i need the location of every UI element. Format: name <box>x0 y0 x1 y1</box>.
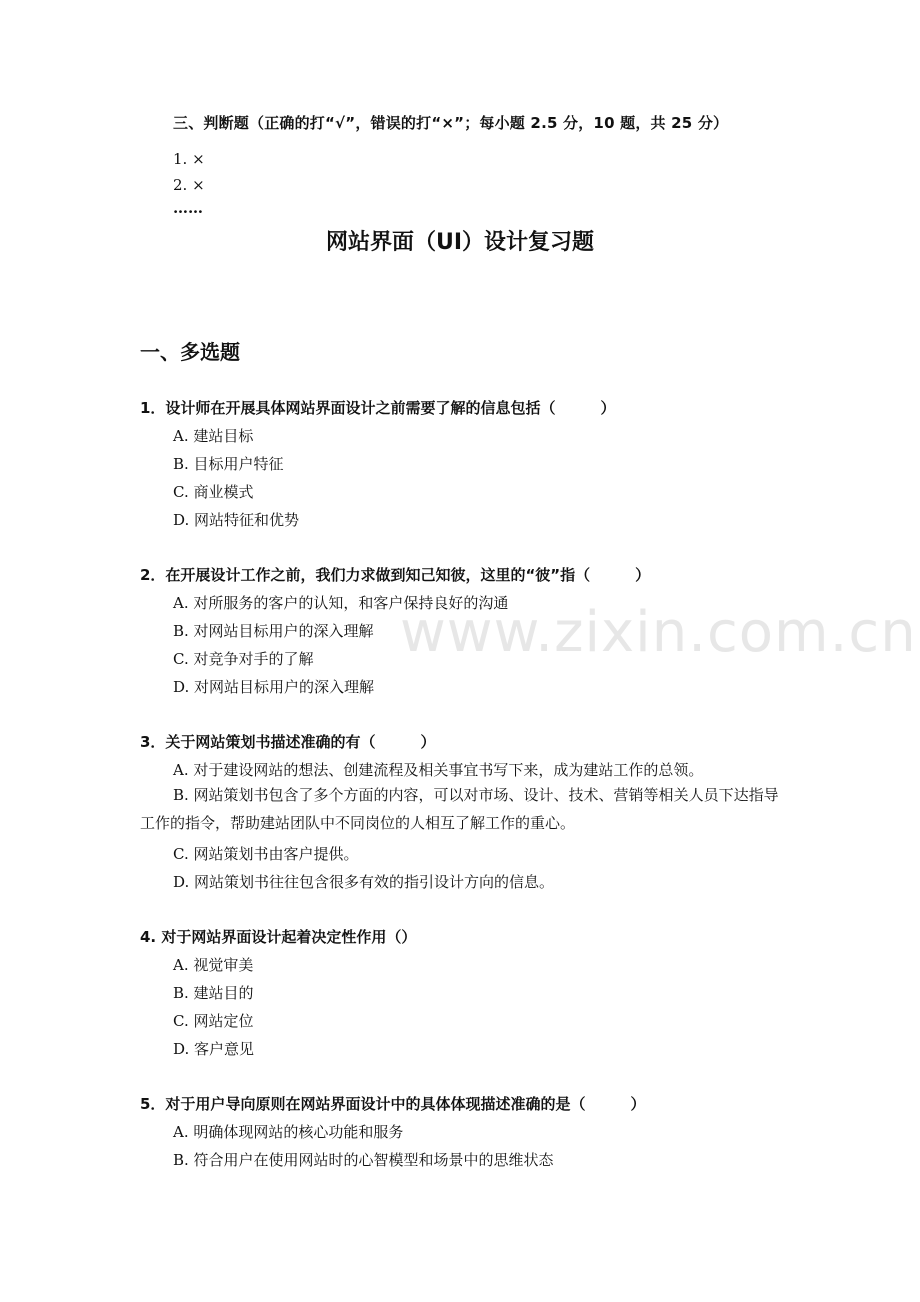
ellipsis: …… <box>173 199 203 217</box>
judgement-answer: 1. × <box>173 150 205 168</box>
question-stem: 1．设计师在开展具体网站界面设计之前需要了解的信息包括（ ） <box>140 399 616 417</box>
judgement-answer: 2. × <box>173 176 205 194</box>
option: C. 网站定位 <box>173 1012 254 1030</box>
question-stem: 3．关于网站策划书描述准确的有（ ） <box>140 733 436 751</box>
question-stem: 4. 对于网站界面设计起着决定性作用（） <box>140 928 417 946</box>
option: C. 商业模式 <box>173 483 254 501</box>
option: A. 对所服务的客户的认知，和客户保持良好的沟通 <box>173 594 509 612</box>
option: A. 对于建设网站的想法、创建流程及相关事宜书写下来，成为建站工作的总领。 <box>173 761 704 779</box>
option: A. 视觉审美 <box>173 956 254 974</box>
option: D. 对网站目标用户的深入理解 <box>173 678 375 696</box>
option: D. 网站特征和优势 <box>173 511 300 529</box>
question-stem: 2．在开展设计工作之前，我们力求做到知己知彼，这里的“彼”指（ ） <box>140 566 651 584</box>
option: C. 网站策划书由客户提供。 <box>173 845 359 863</box>
question-stem: 5．对于用户导向原则在网站界面设计中的具体体现描述准确的是（ ） <box>140 1095 646 1113</box>
option: C. 对竞争对手的了解 <box>173 650 314 668</box>
option: D. 网站策划书往往包含很多有效的指引设计方向的信息。 <box>173 873 555 891</box>
watermark: www.zixin.com.cn <box>400 600 917 665</box>
option: B. 符合用户在使用网站时的心智模型和场景中的思维状态 <box>173 1151 554 1169</box>
section-heading: 一、多选题 <box>140 340 240 364</box>
judgement-header: 三、判断题（正确的打“√”，错误的打“×”；每小题 2.5 分，10 题，共 25 分） <box>173 114 729 132</box>
option: A. 建站目标 <box>173 427 254 445</box>
option: B. 目标用户特征 <box>173 455 284 473</box>
option: B. 建站目的 <box>173 984 254 1002</box>
option: D. 客户意见 <box>173 1040 255 1058</box>
option: A. 明确体现网站的核心功能和服务 <box>173 1123 404 1141</box>
option: B. 对网站目标用户的深入理解 <box>173 622 374 640</box>
option: B. 网站策划书包含了多个方面的内容，可以对市场、设计、技术、营销等相关人员下达指导工作的指令，帮助建站团队中不同岗位的人相互了解工作的重心。 <box>140 786 779 832</box>
page-title: 网站界面（UI）设计复习题 <box>325 230 595 255</box>
